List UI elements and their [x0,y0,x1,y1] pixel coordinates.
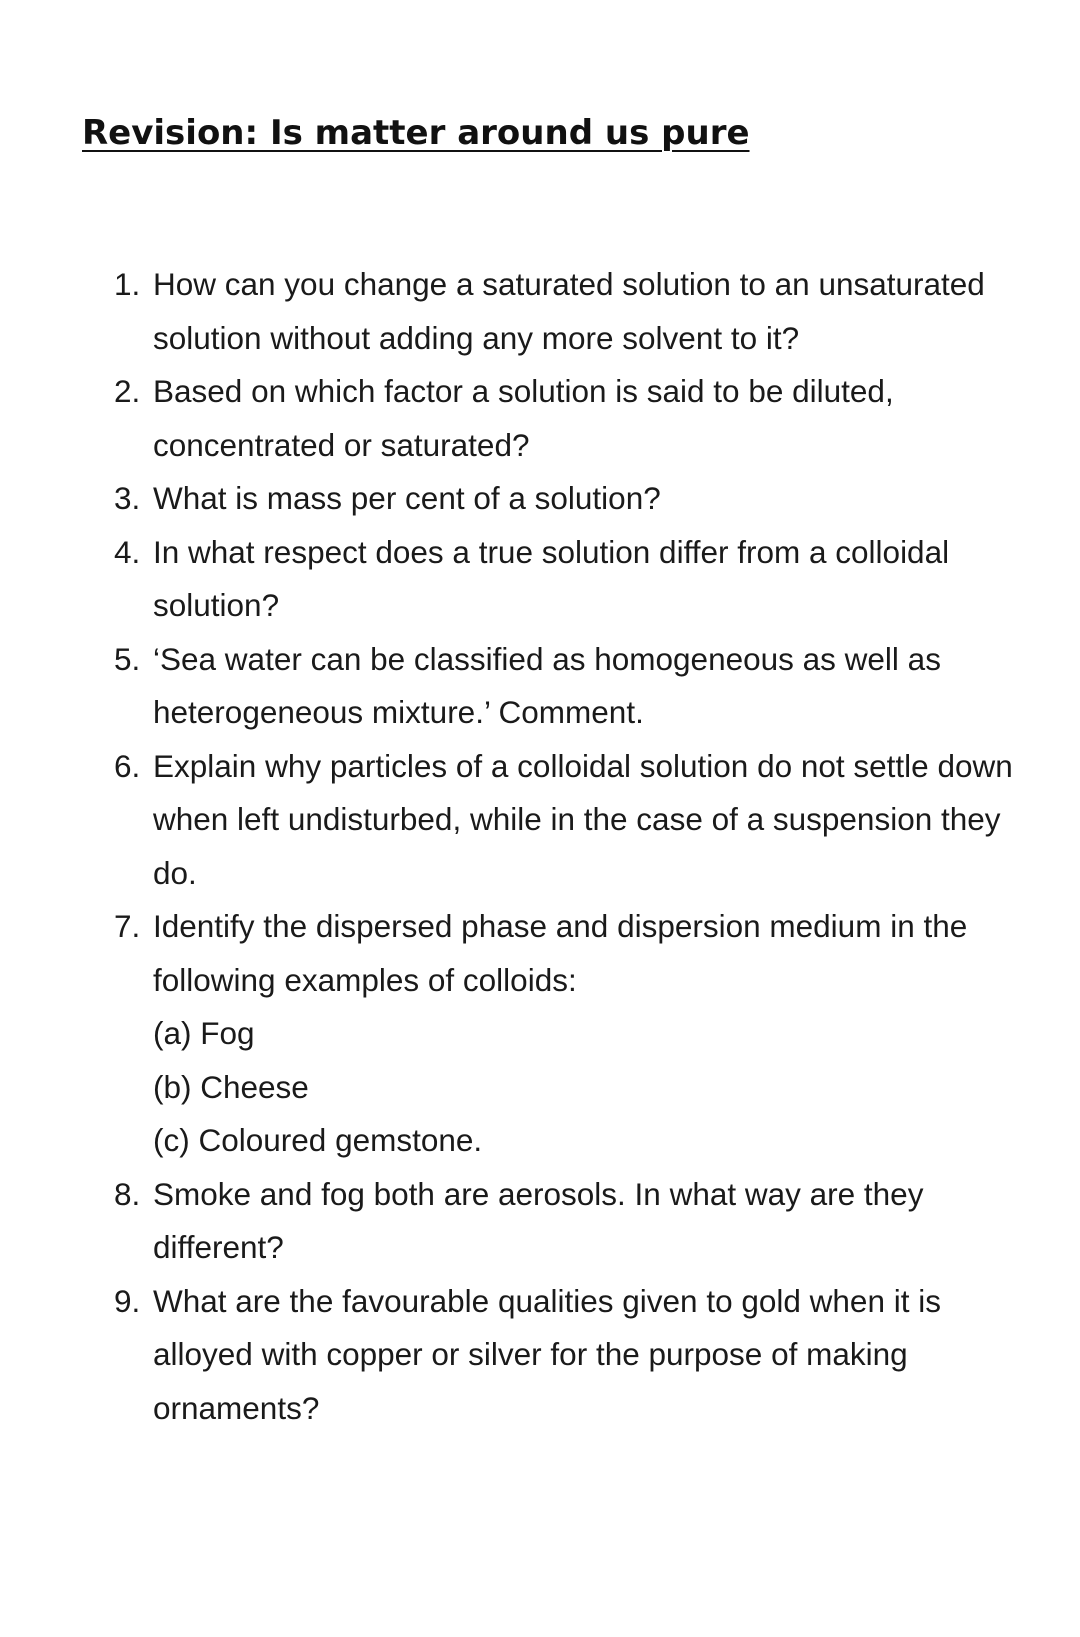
question-text: Smoke and fog both are aerosols. In what way are they different? [153,1175,924,1265]
question-6 [0,740,1080,901]
sub-item-c: (c) Coloured gemstone. [153,1122,483,1158]
question-4 [0,526,1080,633]
sub-item-a: (a) Fog [153,1015,255,1051]
question-9 [0,1275,1080,1436]
question-1 [0,258,1080,365]
question-text: How can you change a saturated solution to an unsaturated solution without adding any more solvent to it? [153,266,985,356]
question-8 [0,1168,1080,1275]
question-7 [0,900,1080,1168]
question-number: 2. [114,373,141,409]
question-text: In what respect does a true solution differ from a colloidal solution? [153,533,950,623]
question-number: 5. [114,640,141,677]
question-list [0,258,1080,1435]
question-number: 8. [114,1175,141,1212]
question-number: 4. [114,533,141,570]
question-text: What are the favourable qualities given to gold when it is alloyed with copper or silver for the purpose of making ornaments? [153,1282,941,1426]
question-text: Based on which factor a solution is said to be diluted, concentrated or saturated? [153,373,894,463]
question-text: Identify the dispersed phase and dispersion medium in the following examples of colloids: [153,908,968,998]
question-number: 9. [114,1282,141,1319]
question-text: What is mass per cent of a solution? [153,480,661,516]
sub-item-b: (b) Cheese [153,1068,309,1105]
question-number: 6. [114,747,141,784]
question-text: ‘Sea water can be classified as homogeneous as well as heterogeneous mixture.’ Comment. [153,640,941,730]
question-text: Explain why particles of a colloidal solution do not settle down when left undisturbed, while in the case of a suspension they do. [153,747,1013,891]
page-title: Revision: Is matter around us pure [82,113,750,153]
question-5 [0,633,1080,740]
question-number: 3. [114,480,141,516]
question-number: 1. [114,266,141,302]
question-number: 7. [114,908,141,944]
question-2 [0,365,1080,472]
question-3 [0,472,1080,526]
